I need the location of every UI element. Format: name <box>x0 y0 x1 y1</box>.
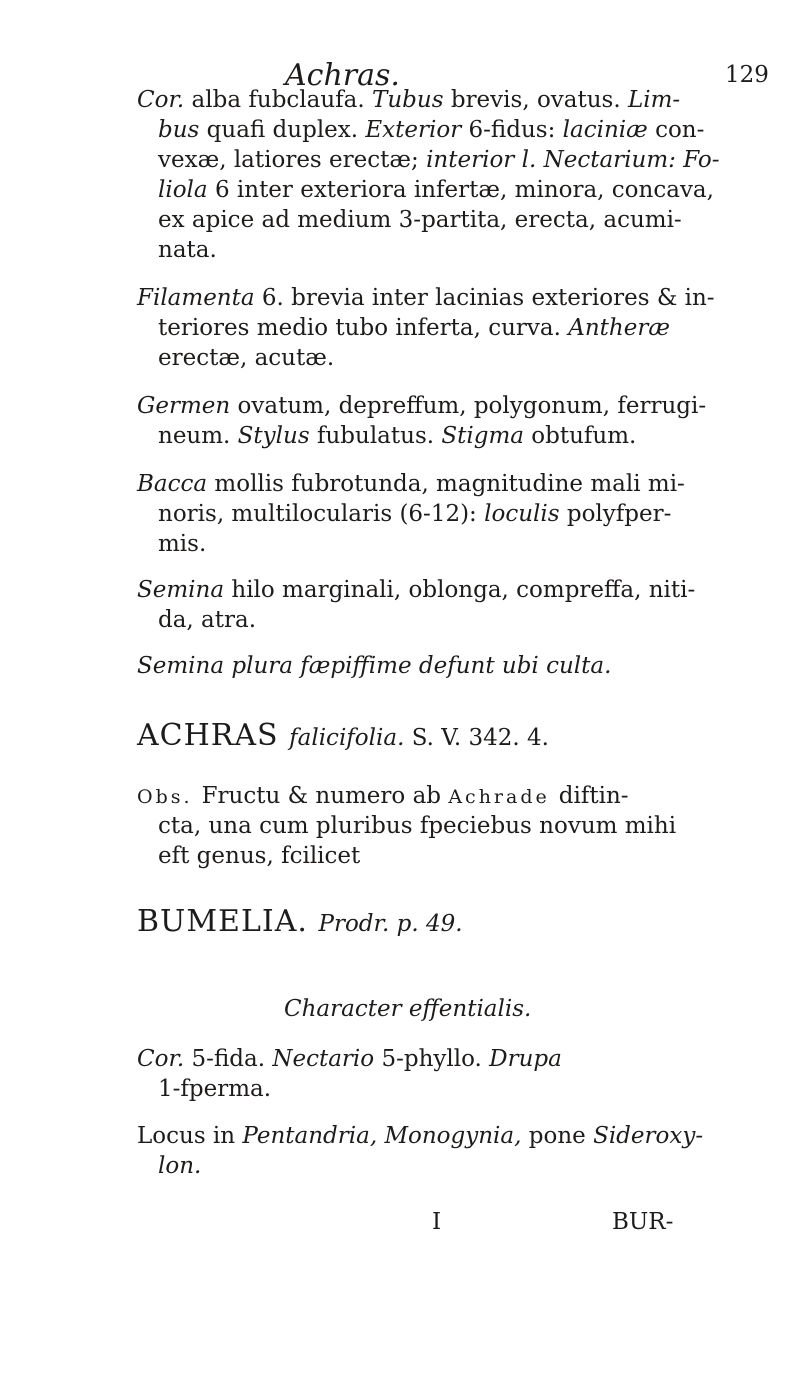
text-line <box>158 841 360 871</box>
text-run: laciniæ <box>562 117 656 143</box>
text-run: Locus in <box>137 1123 243 1149</box>
text-run: Stigma <box>441 423 532 449</box>
text-line <box>158 235 217 265</box>
text-run: Bacca <box>137 471 215 497</box>
text-run: alba fubclaufa. <box>191 87 373 113</box>
text-run: pone <box>528 1123 594 1149</box>
text-line <box>158 343 334 373</box>
text-run: Stylus <box>237 423 317 449</box>
text-run: Germen <box>137 393 238 419</box>
text-run: Achrade <box>448 786 559 808</box>
text-line <box>158 145 720 175</box>
text-run: 6-fidus: <box>468 117 563 143</box>
text-run: con- <box>655 117 705 143</box>
text-run: bus <box>158 117 207 143</box>
text-line <box>158 313 670 343</box>
text-run: ex apice ad medium 3-partita, erecta, acumi- <box>158 207 682 233</box>
text-run: Sideroxy- <box>593 1123 704 1149</box>
text-run: Tubus <box>372 87 451 113</box>
text-run: 5-fida. <box>191 1046 273 1072</box>
text-line <box>158 529 206 559</box>
text-run: diftin- <box>558 783 629 809</box>
text-line <box>137 469 685 499</box>
text-run: vexæ, latiores erectæ; <box>158 147 427 173</box>
text-run: Semina <box>137 577 232 603</box>
text-run: Obs. <box>137 786 202 808</box>
text-line <box>137 1044 562 1074</box>
text-run: da, atra. <box>158 607 257 633</box>
text-run: Exterior <box>365 117 469 143</box>
text-run: interior l. Nectarium: Fo- <box>426 147 720 173</box>
text-run: loculis <box>484 501 567 527</box>
text-run: liola <box>158 177 215 203</box>
text-line <box>158 605 256 635</box>
text-run: mollis fubrotunda, magnitudine mali mi- <box>214 471 685 497</box>
text-run: erectæ, acutæ. <box>158 345 335 371</box>
text-run: hilo marginali, oblonga, compreffa, niti- <box>231 577 696 603</box>
text-line <box>137 85 680 115</box>
text-line <box>158 421 636 451</box>
text-line <box>137 781 629 812</box>
text-run: ACHRAS <box>137 718 290 753</box>
text-run: neum. <box>158 423 238 449</box>
text-run: 1-fperma. <box>158 1076 272 1102</box>
text-run: polyfper- <box>566 501 672 527</box>
text-run: Cor. <box>137 87 192 113</box>
text-line <box>158 115 704 145</box>
text-line <box>137 283 715 313</box>
text-line <box>158 205 682 235</box>
text-run: nata. <box>158 237 217 263</box>
text-run: mis. <box>158 531 207 557</box>
text-line <box>137 651 611 681</box>
text-line <box>158 1151 201 1181</box>
text-line <box>158 499 671 529</box>
text-line <box>158 1074 271 1104</box>
text-run: Character effentialis. <box>284 996 532 1022</box>
text-line <box>137 575 695 605</box>
text-run: Fructu & numero ab <box>201 783 449 809</box>
text-line <box>284 994 531 1024</box>
text-run: ovatum, depreffum, polygonum, ferrugi- <box>237 393 707 419</box>
text-run: eft genus, fcilicet <box>158 843 361 869</box>
text-run: 6. brevia inter lacinias exteriores & in- <box>261 285 715 311</box>
text-run: Cor. <box>137 1046 192 1072</box>
text-line <box>137 1121 703 1151</box>
text-run: Semina plura fæpiffime defunt ubi culta. <box>137 653 612 679</box>
text-line <box>137 904 463 939</box>
text-line <box>432 1207 441 1237</box>
text-run: fubulatus. <box>316 423 442 449</box>
text-run: Prodr. p. 49. <box>318 911 463 937</box>
text-run: Filamenta <box>137 285 262 311</box>
text-run: Lim- <box>627 87 681 113</box>
text-run: quafi duplex. <box>206 117 366 143</box>
text-run: Pentandria, Monogynia, <box>242 1123 529 1149</box>
text-run: falicifolia. <box>289 725 412 751</box>
text-run: BUMELIA. <box>137 904 319 939</box>
text-run: cta, una cum pluribus fpeciebus novum mihi <box>158 813 677 839</box>
text-run: obtufum. <box>531 423 637 449</box>
text-run: Drupa <box>489 1046 562 1072</box>
text-line <box>137 718 549 753</box>
text-run: noris, multilocularis (6-12): <box>158 501 485 527</box>
text-run: 6 inter exteriora infertæ, minora, concava, <box>214 177 714 203</box>
text-line <box>137 391 706 421</box>
page-number: 129 <box>725 62 769 88</box>
text-line <box>158 811 676 841</box>
text-run: Antheræ <box>568 315 670 341</box>
text-line <box>158 175 714 205</box>
text-run: 5-phyllo. <box>381 1046 490 1072</box>
text-run: teriores medio tubo inferta, curva. <box>158 315 569 341</box>
text-run: Nectario <box>272 1046 382 1072</box>
text-line <box>612 1207 673 1237</box>
text-run: S. V. 342. 4. <box>411 725 549 751</box>
text-run: I <box>432 1209 442 1235</box>
text-run: BUR- <box>612 1209 674 1235</box>
running-head: Achras. <box>285 58 400 93</box>
text-run: brevis, ovatus. <box>450 87 628 113</box>
text-run: lon. <box>158 1153 202 1179</box>
